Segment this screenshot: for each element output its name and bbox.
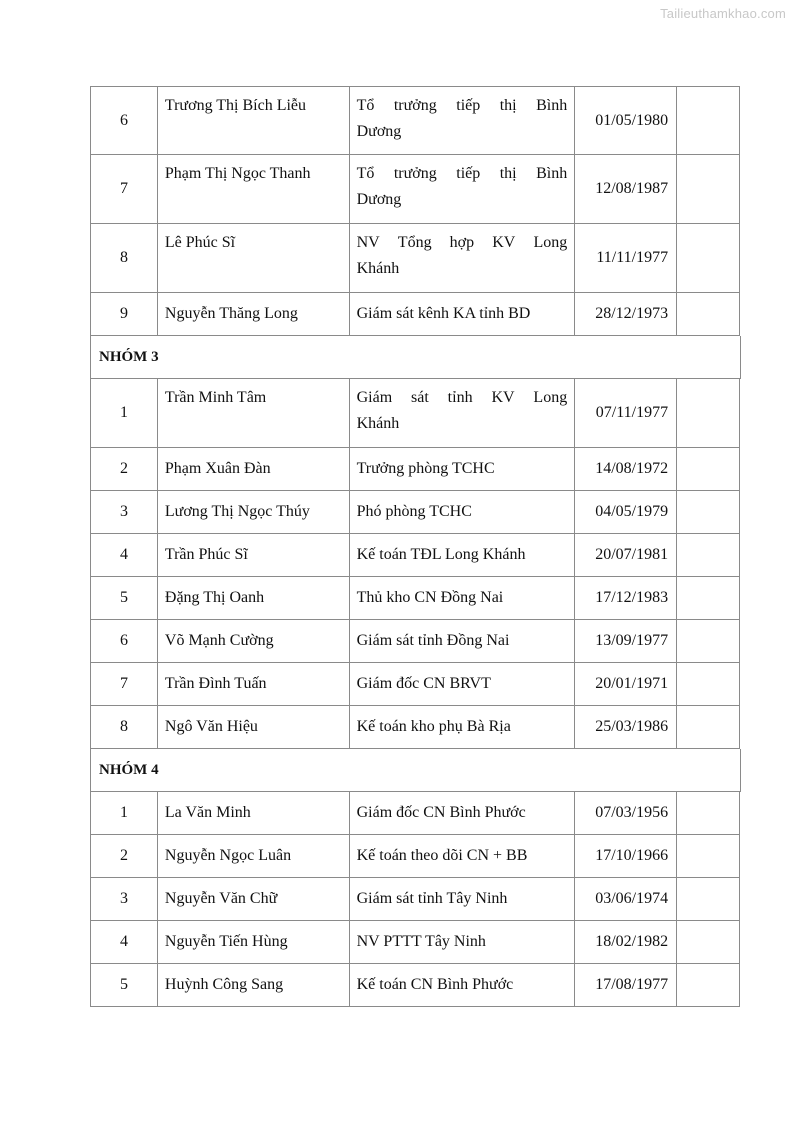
employee-name: Trương Thị Bích Liễu <box>158 87 350 154</box>
date-of-birth: 20/01/1971 <box>575 663 677 705</box>
employee-name: Trần Minh Tâm <box>158 379 350 447</box>
employee-name: Nguyễn Văn Chữ <box>158 878 350 920</box>
table-row <box>90 155 740 224</box>
date-of-birth: 25/03/1986 <box>575 706 677 748</box>
employee-position <box>350 921 576 963</box>
note-cell <box>677 448 740 490</box>
employee-name: Trần Đình Tuấn <box>158 663 350 705</box>
row-number: 4 <box>91 534 158 576</box>
position-text: Giám sát kênh KA tỉnh BD <box>356 305 531 322</box>
date-of-birth: 17/12/1983 <box>575 577 677 619</box>
row-number: 1 <box>91 792 158 834</box>
position-word: Tổng <box>397 234 432 251</box>
row-number: 9 <box>91 293 158 335</box>
group-label: NHÓM 4 <box>99 761 159 778</box>
position-word: tiếp <box>456 165 481 182</box>
date-of-birth: 01/05/1980 <box>575 87 677 154</box>
employee-position <box>350 491 576 533</box>
row-number: 5 <box>91 964 158 1006</box>
employee-name: Lê Phúc Sĩ <box>158 224 350 292</box>
note-cell <box>677 155 740 223</box>
position-text: Kế toán TĐL Long Khánh <box>356 546 526 563</box>
position-line2: Khánh <box>356 260 400 277</box>
employee-position <box>350 878 576 920</box>
employee-position <box>350 155 576 223</box>
group-header-row <box>90 749 741 792</box>
table-row <box>90 534 740 577</box>
position-word: Long <box>533 234 568 251</box>
employee-position <box>350 792 576 834</box>
note-cell <box>677 663 740 705</box>
date-of-birth: 04/05/1979 <box>575 491 677 533</box>
position-text: Kế toán kho phụ Bà Rịa <box>356 718 511 735</box>
employee-name: La Văn Minh <box>158 792 350 834</box>
position-text: Phó phòng TCHC <box>356 503 472 520</box>
date-of-birth: 12/08/1987 <box>575 155 677 223</box>
position-text: Giám đốc CN Bình Phước <box>356 804 526 821</box>
position-text: Giám sát tỉnh Đồng Nai <box>356 632 510 649</box>
watermark: Tailieuthamkhao.com <box>660 6 786 21</box>
employee-name: Lương Thị Ngọc Thúy <box>158 491 350 533</box>
employee-position <box>350 224 576 292</box>
note-cell <box>677 224 740 292</box>
table-row <box>90 293 740 336</box>
date-of-birth: 14/08/1972 <box>575 448 677 490</box>
position-word: Bình <box>536 97 568 114</box>
note-cell <box>677 87 740 154</box>
row-number: 1 <box>91 379 158 447</box>
row-number: 7 <box>91 663 158 705</box>
table-row <box>90 921 740 964</box>
note-cell <box>677 379 740 447</box>
date-of-birth: 07/03/1956 <box>575 792 677 834</box>
position-word: Tổ <box>356 165 375 182</box>
position-text: Giám sát tỉnh Tây Ninh <box>356 890 508 907</box>
date-of-birth: 17/10/1966 <box>575 835 677 877</box>
position-word: KV <box>492 234 516 251</box>
row-number: 6 <box>91 620 158 662</box>
table-row <box>90 379 740 448</box>
position-line2: Khánh <box>356 415 400 432</box>
table-row <box>90 86 740 155</box>
note-cell <box>677 921 740 963</box>
position-word: Giám <box>356 389 393 406</box>
position-word: sát <box>411 389 429 406</box>
position-word: Tổ <box>356 97 375 114</box>
row-number: 3 <box>91 878 158 920</box>
group-label: NHÓM 3 <box>99 348 159 365</box>
note-cell <box>677 835 740 877</box>
row-number: 5 <box>91 577 158 619</box>
table-row <box>90 448 740 491</box>
table-row <box>90 224 740 293</box>
employee-position <box>350 620 576 662</box>
position-word: KV <box>491 389 515 406</box>
note-cell <box>677 620 740 662</box>
employee-name: Nguyễn Tiến Hùng <box>158 921 350 963</box>
table-row <box>90 792 740 835</box>
date-of-birth: 18/02/1982 <box>575 921 677 963</box>
position-text: Thủ kho CN Đồng Nai <box>356 589 504 606</box>
employee-name: Phạm Thị Ngọc Thanh <box>158 155 350 223</box>
row-number: 6 <box>91 87 158 154</box>
note-cell <box>677 577 740 619</box>
table-row <box>90 663 740 706</box>
employee-position <box>350 964 576 1006</box>
employee-name: Phạm Xuân Đàn <box>158 448 350 490</box>
note-cell <box>677 293 740 335</box>
table-row <box>90 491 740 534</box>
position-word: Bình <box>536 165 568 182</box>
employee-position <box>350 379 576 447</box>
employee-name: Đặng Thị Oanh <box>158 577 350 619</box>
date-of-birth: 17/08/1977 <box>575 964 677 1006</box>
row-number: 3 <box>91 491 158 533</box>
staff-table <box>90 86 740 1007</box>
table-row <box>90 835 740 878</box>
date-of-birth: 11/11/1977 <box>575 224 677 292</box>
row-number: 2 <box>91 448 158 490</box>
table-row <box>90 964 740 1007</box>
position-word: trưởng <box>393 165 437 182</box>
position-text: Kế toán CN Bình Phước <box>356 976 514 993</box>
position-word: thị <box>499 165 517 182</box>
employee-name: Nguyễn Thăng Long <box>158 293 350 335</box>
position-text: NV PTTT Tây Ninh <box>356 933 486 950</box>
position-word: hợp <box>449 234 475 251</box>
table-row <box>90 577 740 620</box>
row-number: 8 <box>91 706 158 748</box>
position-line2: Dương <box>356 123 402 140</box>
position-text: Trưởng phòng TCHC <box>356 460 495 477</box>
row-number: 2 <box>91 835 158 877</box>
position-word: tiếp <box>456 97 481 114</box>
date-of-birth: 03/06/1974 <box>575 878 677 920</box>
employee-name: Huỳnh Công Sang <box>158 964 350 1006</box>
note-cell <box>677 878 740 920</box>
row-number: 8 <box>91 224 158 292</box>
date-of-birth: 20/07/1981 <box>575 534 677 576</box>
date-of-birth: 28/12/1973 <box>575 293 677 335</box>
group-header-row <box>90 336 741 379</box>
table-row <box>90 706 740 749</box>
employee-position <box>350 448 576 490</box>
position-word: thị <box>499 97 517 114</box>
employee-name: Ngô Văn Hiệu <box>158 706 350 748</box>
row-number: 4 <box>91 921 158 963</box>
employee-position <box>350 706 576 748</box>
position-line2: Dương <box>356 191 402 208</box>
date-of-birth: 07/11/1977 <box>575 379 677 447</box>
position-word: trưởng <box>393 97 437 114</box>
table-row <box>90 878 740 921</box>
note-cell <box>677 706 740 748</box>
employee-position <box>350 663 576 705</box>
employee-position <box>350 835 576 877</box>
employee-position <box>350 293 576 335</box>
position-text: Giám đốc CN BRVT <box>356 675 491 692</box>
employee-position <box>350 87 576 154</box>
row-number: 7 <box>91 155 158 223</box>
employee-position <box>350 534 576 576</box>
note-cell <box>677 792 740 834</box>
employee-name: Nguyễn Ngọc Luân <box>158 835 350 877</box>
position-word: NV <box>356 234 380 251</box>
position-word: Long <box>533 389 568 406</box>
position-word: tỉnh <box>447 389 473 406</box>
note-cell <box>677 964 740 1006</box>
note-cell <box>677 491 740 533</box>
note-cell <box>677 534 740 576</box>
position-text: Kế toán theo dõi CN + BB <box>356 847 528 864</box>
employee-name: Võ Mạnh Cường <box>158 620 350 662</box>
employee-name: Trần Phúc Sĩ <box>158 534 350 576</box>
table-row <box>90 620 740 663</box>
employee-position <box>350 577 576 619</box>
date-of-birth: 13/09/1977 <box>575 620 677 662</box>
